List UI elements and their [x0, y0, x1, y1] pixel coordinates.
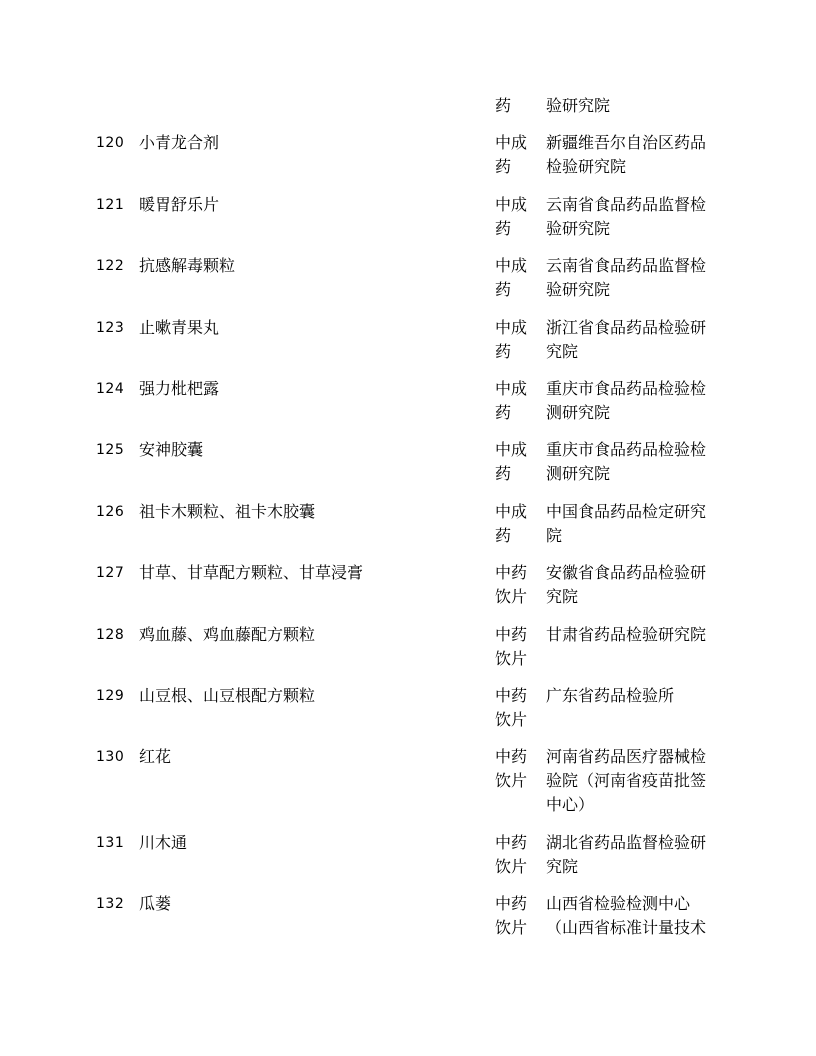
product-name: 强力枇杷露 [139, 379, 220, 398]
product-name: 红花 [139, 747, 172, 766]
product-name: 鸡血藤、鸡血藤配方颗粒 [139, 625, 316, 644]
category-cell: 中成药 [495, 133, 528, 176]
row-number: 126 [96, 504, 125, 520]
organization-cell: 浙江省食品药品检验研究院 [546, 318, 707, 361]
product-name: 小青龙合剂 [139, 133, 220, 152]
organization-cell: 山西省检验检测中心（山西省标准计量技术 [546, 894, 707, 937]
category-cell: 中成药 [495, 318, 528, 361]
row-number: 131 [96, 835, 125, 851]
row-number: 120 [96, 135, 125, 151]
organization-cell: 甘肃省药品检验研究院 [546, 625, 707, 644]
product-name: 祖卡木颗粒、祖卡木胶囊 [139, 502, 316, 521]
organization-cell: 湖北省药品监督检验研究院 [546, 833, 707, 876]
product-name: 抗感解毒颗粒 [139, 256, 236, 275]
category-cell: 中成药 [495, 502, 528, 545]
product-name: 止嗽青果丸 [139, 318, 220, 337]
category-cell: 中成药 [495, 440, 528, 483]
product-name: 甘草、甘草配方颗粒、甘草浸膏 [139, 563, 364, 582]
category-cell: 中药饮片 [495, 625, 528, 668]
product-name: 山豆根、山豆根配方颗粒 [139, 686, 316, 705]
category-cell: 中成药 [495, 256, 528, 299]
row-number: 124 [96, 381, 125, 397]
organization-cell: 广东省药品检验所 [546, 686, 675, 705]
organization-cell: 重庆市食品药品检验检测研究院 [546, 379, 707, 422]
product-name: 川木通 [139, 833, 188, 852]
category-cell: 中成药 [495, 379, 528, 422]
category-cell: 中药饮片 [495, 563, 528, 606]
organization-cell: 中国食品药品检定研究院 [546, 502, 707, 545]
row-number: 123 [96, 320, 125, 336]
organization-cell: 云南省食品药品监督检验研究院 [546, 195, 707, 238]
row-number: 122 [96, 258, 125, 274]
organization-cell: 新疆维吾尔自治区药品检验研究院 [546, 133, 707, 176]
row-number: 132 [96, 896, 125, 912]
row-number: 129 [96, 688, 125, 704]
category-cell: 中成药 [495, 195, 528, 238]
category-cell: 中药饮片 [495, 833, 528, 876]
category-cell: 中药饮片 [495, 747, 528, 790]
organization-cell: 重庆市食品药品检验检测研究院 [546, 440, 707, 483]
row-number: 125 [96, 442, 125, 458]
category-cell: 药 [495, 96, 512, 115]
category-cell: 中药饮片 [495, 686, 528, 729]
product-name: 安神胶囊 [139, 440, 204, 459]
organization-cell: 云南省食品药品监督检验研究院 [546, 256, 707, 299]
product-name: 暖胃舒乐片 [139, 195, 220, 214]
row-number: 127 [96, 565, 125, 581]
product-name: 瓜蒌 [139, 894, 172, 913]
row-number: 130 [96, 749, 125, 765]
row-number: 121 [96, 197, 125, 213]
category-cell: 中药饮片 [495, 894, 528, 937]
organization-cell: 安徽省食品药品检验研究院 [546, 563, 707, 606]
organization-cell: 河南省药品医疗器械检验院（河南省疫苗批签中心） [546, 747, 707, 814]
organization-cell: 验研究院 [546, 96, 611, 115]
row-number: 128 [96, 627, 125, 643]
